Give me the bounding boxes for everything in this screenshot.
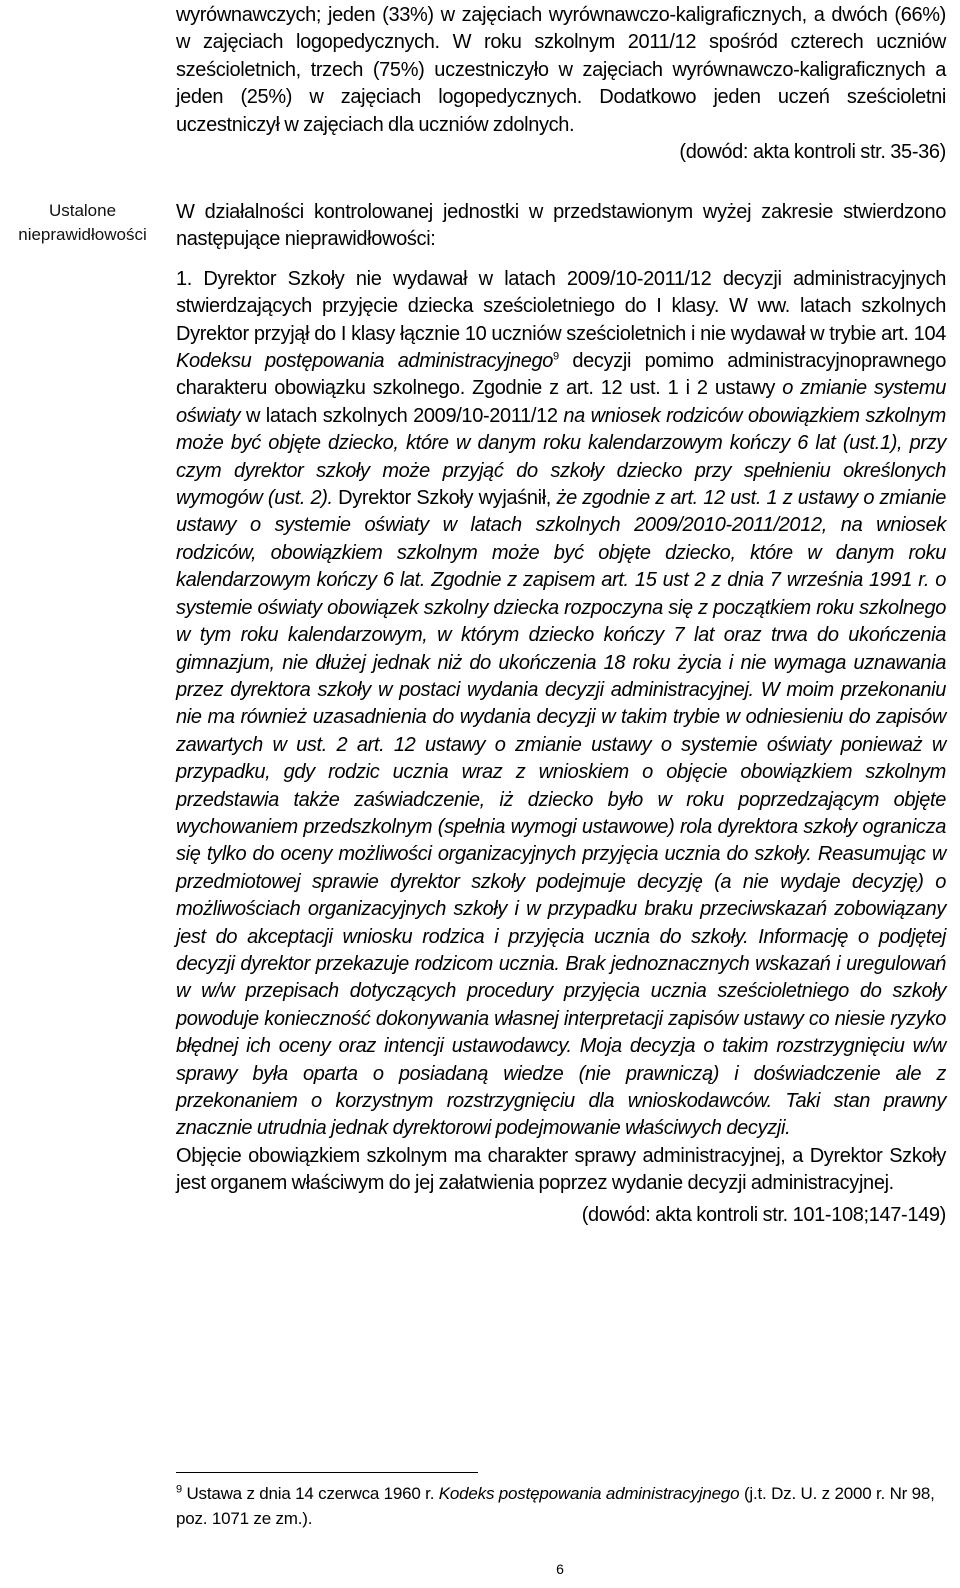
director-explanation: że zgodnie z art. 12 ust. 1 z ustawy o zmianie ustawy o systemie oświaty w latach szkolnych 2009/2010-2011/2012, na wniosek rodziców, obowiązkiem szkolnym może być objęte dziecko, które w danym roku kalendarzowym kończy 6 lat. Zgodnie z zapisem art. 15 ust 2 z dnia 7 września 1991 r. o systemie oświaty obowiązek szkolny dziecka rozpoczyna się z początkiem roku szkolnego w tym roku kalendarzowym, w którym dziecko kończy 7 lat oraz trwa do ukończenia gimnazjum, nie dłużej jednak niż do ukończenia 18 roku życia i nie wymaga uznawania przez dyrektora szkoły w postaci wydania decyzji administracyjnej. W moim przekonaniu nie ma również uzasadnienia do wydania decyzji w takim trybie w odniesieniu do zapisów zawartych w ust. 2 art. 12 ustawy o zmianie ustawy o systemie oświaty ponieważ w przypadku, gdy rodzic ucznia wraz z wnioskiem o objęcie obowiązkiem szkolnym przedstawia także zaświadczenie, iż dziecko było w roku poprzedzającym objęte wychowaniem przedszkolnym (spełnia wymogi ustawowe) rola dyrektora szkoły ogranicza się tylko do oceny możliwości organizacyjnych przyjęcia ucznia do szkoły. Reasumując w przedmiotowej sprawie dyrektor szkoły podejmuje decyzję (a nie wydaje decyzję) o możliwościach organizacyjnych szkoły i w przypadku braku przeciwskazań zobowiązany jest do akceptacji wniosku rodzica i przyjęcia ucznia do szkoły. Informację o podjętej decyzji dyrektor przekazuje rodzicom ucznia. Brak jednoznacznych wskazań i uregulowań w w/w przepisach dotyczących procedury przyjęcia ucznia sześcioletniego do szkoły powoduje konieczność dokonywania własnej interpretacji zapisów ustawy co niesie ryzyko błędnej ich oceny oraz intencji ustawodawcy. Moja decyzja o takim rozstrzygnięciu w/w sprawy była oparta o posiadaną wiedze (nie prawniczą) i doświadczenie ale z przekonaniem o korzystnym rozstrzygnięciu dla wnioskodawców. Taki stan prawny znacznie utrudnia jednak dyrektorowi podejmowanie właściwych decyzji. (176, 487, 947, 1140)
top-evidence: (dowód: akta kontroli str. 35-36) (679, 141, 946, 164)
item1-part1: 1. Dyrektor Szkoły nie wydawał w latach 2009/10-2011/12 decyzji administracyjnych stwierdzających przyjęcie dziecka sześcioletniego do I klasy. W ww. latach szkolnych Dyrektor przyjął do I klasy łącznie 10 uczniów sześcioletnich i nie wydawał w trybie art. 104 (176, 267, 946, 345)
item1-conclusion: Objęcie obowiązkiem szkolnym ma charakter sprawy administracyjnej, a Dyrektor Szkoły jest organem właściwym do jej załatwienia poprzez wydanie decyzji administracyjnej. (176, 1144, 946, 1195)
footnote-number: 9 (176, 1483, 182, 1496)
footnote (176, 1481, 946, 1531)
item1-part3: w latach szkolnych 2009/10-2011/12 (240, 404, 564, 427)
item1-quote: na wniosek rodziców obowiązkiem szkolnym może być objęte dziecko, które w danym roku kalendarzowym kończy 6 lat (ust.1), przy czym dyrektor szkoły może przyjąć do szkoły dziecko przy spełnieniu określonych wymogów (ust. 2). (176, 404, 946, 510)
item1-kpa-title: Kodeksu postępowania administracyjnego (176, 350, 554, 373)
irregularities-label: Ustalone nieprawidłowości (18, 201, 147, 244)
footnote-separator (176, 1472, 478, 1473)
footnote-ref: 9 (553, 350, 559, 363)
footnote-kpa-title: Kodeks postępowania administracyjnego (438, 1484, 740, 1503)
item1-part4: Dyrektor Szkoły wyjaśnił, (332, 487, 557, 510)
item1-part2: decyzji pomimo administracyjnoprawnego charakteru obowiązku szkolnego. Zgodnie z art. 12 ust. 1 i 2 ustawy (176, 350, 946, 400)
item1-evidence: (dowód: akta kontroli str. 101-108;147-149) (581, 1203, 946, 1226)
top-paragraph (176, 2, 946, 166)
top-paragraph-text: wyrównawczych; jeden (33%) w zajęciach wyrównawczo-kaligraficznych, a dwóch (66%) w zajęciach logopedycznych. W roku szkolnym 2011/12 spośród czterech uczniów sześcioletnich, trzech (75%) uczestniczyło w zajęciach wyrównawczo-kaligraficznych a jeden (25%) w zajęciach logopedycznych. Dodatkowo jeden uczeń sześcioletni uczestniczył w zajęciach dla uczniów zdolnych. (176, 4, 946, 136)
irregularities-section (176, 199, 946, 1229)
footnote-text: Ustawa z dnia 14 czerwca 1960 r. (181, 1484, 439, 1503)
page-number: 6 (556, 1561, 564, 1577)
irregularity-item-1 (176, 266, 946, 1143)
item1-act-title: o zmianie systemu oświaty (176, 377, 946, 427)
irregularities-intro: W działalności kontrolowanej jednostki w przedstawionym wyżej zakresie stwierdzono następujące nieprawidłowości: (176, 201, 946, 251)
footnote-tail: (j.t. Dz. U. z 2000 r. Nr 98, poz. 1071 ze zm.). (176, 1484, 935, 1528)
